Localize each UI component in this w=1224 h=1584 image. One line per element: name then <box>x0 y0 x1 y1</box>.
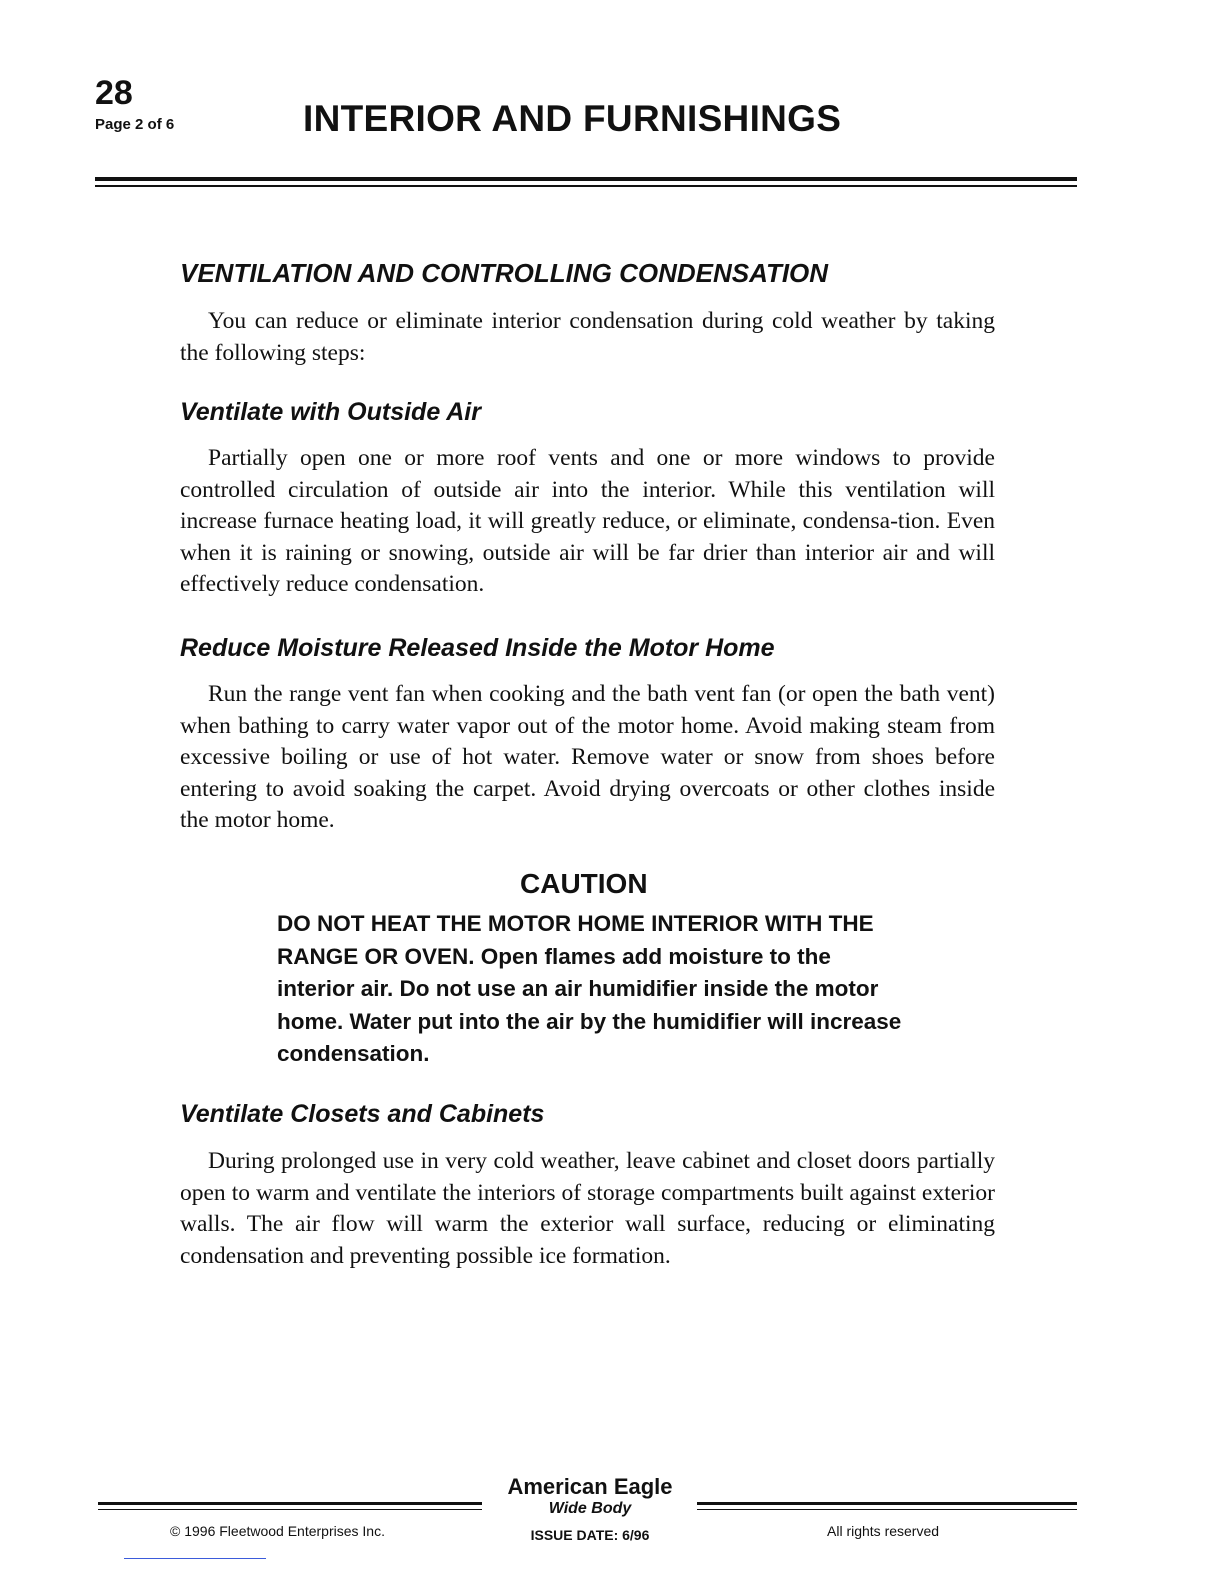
subsection-title-reduce-moisture: Reduce Moisture Released Inside the Motor Home <box>180 634 775 662</box>
subsection-text-outside-air: Partially open one or more roof vents and one or more windows to provide controlled circulation of outside air into the interior. While this ventilation will increase furnace heating load, it will greatly reduce, or eliminate, condensa-tion. Even when it is raining or snowing, outside air will be far drier than interior air and will effectively reduce condensation. <box>180 445 995 597</box>
caution-text: DO NOT HEAT THE MOTOR HOME INTERIOR WITH THE RANGE OR OVEN. Open flames add moisture to the interior air. Do not use an air humidifier inside the motor home. Water put into the air by the humidifier will increase condensation. <box>277 911 902 1066</box>
footer-model: Wide Body <box>548 1500 632 1517</box>
caution-title: CAUTION <box>520 868 648 899</box>
footer-rule-left-top <box>98 1502 482 1505</box>
section-title: VENTILATION AND CONTROLLING CONDENSATION <box>180 258 829 288</box>
header-rule-bottom <box>95 185 1077 187</box>
footer-rule-left-bottom <box>98 1509 482 1510</box>
page-indicator: Page 2 of 6 <box>95 116 175 133</box>
subsection-text-reduce-moisture: Run the range vent fan when cooking and the bath vent fan (or open the bath vent) when bathing to carry water vapor out of the motor home. Avoid making steam from excessive boiling or use of hot water. Remove water or snow from shoes before entering to avoid soaking the carpet. Avoid drying overcoats or other clothes inside the motor home. <box>180 681 995 833</box>
footer-issue-date: ISSUE DATE: 6/96 <box>530 1527 650 1543</box>
subsection-title-outside-air: Ventilate with Outside Air <box>180 398 481 426</box>
footer-blue-line <box>124 1558 266 1559</box>
footer-rights: All rights reserved <box>827 1523 940 1539</box>
chapter-title: INTERIOR AND FURNISHINGS <box>303 98 842 139</box>
footer-brand: American Eagle <box>507 1474 673 1499</box>
section-number: 28 <box>95 74 133 112</box>
header-rule-top <box>95 177 1077 181</box>
subsection-title-closets: Ventilate Closets and Cabinets <box>180 1100 545 1128</box>
footer-rule-right-bottom <box>697 1509 1077 1510</box>
footer-copyright: © 1996 Fleetwood Enterprises Inc. <box>170 1523 385 1539</box>
subsection-text-closets: During prolonged use in very cold weather, leave cabinet and closet doors partially open to warm and ventilate the interiors of storage compartments built against exterior walls. The air flow will warm the exterior wall surface, reducing or eliminating condensation and preventing possible ice formation. <box>180 1148 995 1269</box>
intro-paragraph: You can reduce or eliminate interior condensation during cold weather by taking the following steps: <box>180 308 995 366</box>
footer-rule-right-top <box>697 1502 1077 1505</box>
